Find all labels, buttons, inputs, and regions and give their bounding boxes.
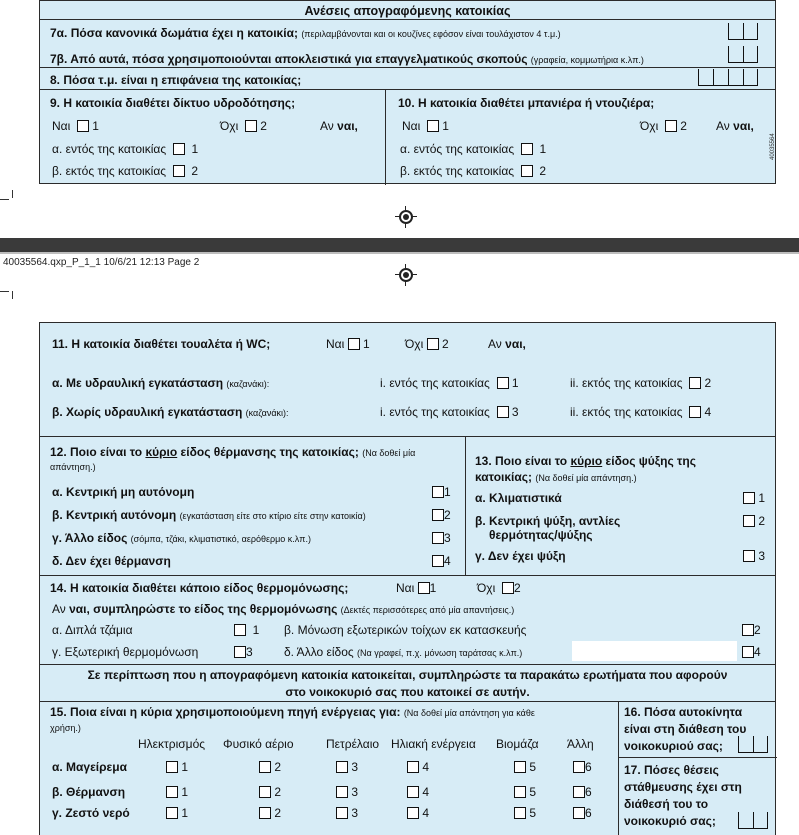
- q13-a-checkbox[interactable]: [743, 492, 755, 504]
- q9-yes: Ναι 1: [52, 119, 99, 133]
- page-separator-shadow: [0, 252, 799, 254]
- q15-row-heating: β. Θέρμανση: [52, 785, 126, 799]
- q11-option-b: β. Χωρίς υδραυλική εγκατάσταση (καζανάκι):: [52, 405, 289, 419]
- q14-b-box: 2: [742, 623, 761, 637]
- q14-option-b: β. Μόνωση εξωτερικών τοίχων εκ κατασκευής: [284, 623, 527, 637]
- q9-option-b: β. εκτός της κατοικίας 2: [52, 164, 199, 178]
- q9-b-checkbox[interactable]: [173, 165, 185, 177]
- q15-heating-checkbox[interactable]: [514, 786, 526, 798]
- q15-hot-water-checkbox[interactable]: [166, 807, 178, 819]
- q11-a-inside: i. εντός της κατοικίας 1: [380, 376, 519, 390]
- registration-mark-icon: [395, 264, 417, 286]
- q15-cell: 2: [259, 785, 281, 799]
- q15-cooking-checkbox[interactable]: [514, 761, 526, 773]
- column-divider: [465, 436, 466, 575]
- q14-c-checkbox[interactable]: [234, 646, 246, 658]
- q7a-question: 7α. Πόσα κανονικά δωμάτια έχει η κατοικία; (περιλαμβάνονται και οι κουζίνες εφόσον είναι τουλάχιστον 4 τ.μ.): [50, 26, 561, 40]
- q15-heating-checkbox[interactable]: [259, 786, 271, 798]
- q15-cell: 4: [407, 806, 429, 820]
- q14-other-input[interactable]: [572, 641, 737, 661]
- q15-cell: 6: [573, 760, 592, 774]
- q15-cell: 2: [259, 806, 281, 820]
- q15-col-biomass: Βιομάζα: [496, 737, 539, 751]
- q15-cell: 5: [514, 806, 536, 820]
- q12-question: 12. Ποιο είναι το κύριο είδος θέρμανσης της κατοικίας; (Να δοθεί μία απάντηση.): [50, 445, 416, 472]
- q13-c-box: 3: [743, 549, 765, 563]
- q11-b-inside-checkbox[interactable]: [497, 406, 509, 418]
- q12-a-box: 1: [432, 485, 451, 499]
- registration-mark-icon: [395, 206, 417, 228]
- q9-a-checkbox[interactable]: [173, 143, 185, 155]
- q15-cooking-checkbox[interactable]: [259, 761, 271, 773]
- q13-c-checkbox[interactable]: [743, 550, 755, 562]
- q12-option-d: δ. Δεν έχει θέρμανση: [52, 554, 171, 568]
- q15-heating-checkbox[interactable]: [407, 786, 419, 798]
- q13-question: 13. Ποιο είναι το κύριο είδος ψύξης της κατοικίας; (Να δοθεί μία απάντηση.): [475, 454, 696, 484]
- crop-mark: [12, 190, 13, 198]
- q14-c-box: 3: [234, 645, 253, 659]
- q10-if-yes: Αν ναι,: [716, 119, 754, 133]
- q9-no-checkbox[interactable]: [245, 120, 257, 132]
- q9-if-yes: Αν ναι,: [320, 119, 358, 133]
- q13-b-box: 2: [743, 514, 765, 528]
- q12-option-b: β. Κεντρική αυτόνομη (εγκατάσταση είτε στο κτίριο είτε στην κατοικία): [52, 508, 366, 522]
- q14-b-checkbox[interactable]: [742, 624, 754, 636]
- q12-d-checkbox[interactable]: [432, 555, 444, 567]
- q14-yes-checkbox[interactable]: [418, 582, 430, 594]
- q16-question: 16. Πόσα αυτοκίνητα είναι στη διάθεση του νοικοκυριού σας;: [624, 705, 747, 753]
- q15-cell: 4: [407, 785, 429, 799]
- q15-heating-checkbox[interactable]: [336, 786, 348, 798]
- q9-no: Όχι 2: [220, 119, 267, 133]
- q7b-answer-boxes[interactable]: [728, 46, 758, 63]
- crop-mark: [0, 199, 9, 200]
- q10-a-checkbox[interactable]: [521, 143, 533, 155]
- q14-if-yes: Αν ναι, συμπληρώστε το είδος της θερμομόνωσης (Δεκτές περισσότερες από μία απαντήσεις.): [52, 602, 515, 616]
- q11-b-inside: i. εντός της κατοικίας 3: [380, 405, 519, 419]
- q15-cell: 3: [336, 806, 358, 820]
- q12-a-checkbox[interactable]: [432, 486, 444, 498]
- q9-question: 9. Η κατοικία διαθέτει δίκτυο υδροδότησης;: [50, 96, 296, 110]
- q15-col-natural-gas: Φυσικό αέριο: [223, 737, 294, 751]
- q15-cell: 1: [166, 760, 188, 774]
- q15-cell: 5: [514, 760, 536, 774]
- q15-cell: 5: [514, 785, 536, 799]
- section-header: Ανέσεις απογραφόμενης κατοικίας: [304, 4, 511, 18]
- q15-cell: 3: [336, 785, 358, 799]
- q14-option-a: α. Διπλά τζάμια: [52, 623, 133, 637]
- q11-no-checkbox[interactable]: [427, 338, 439, 350]
- q14-d-checkbox[interactable]: [742, 646, 754, 658]
- divider: [40, 19, 775, 20]
- crop-mark: [12, 291, 13, 299]
- q15-hot-water-checkbox[interactable]: [407, 807, 419, 819]
- q10-option-b: β. εκτός της κατοικίας 2: [400, 164, 547, 178]
- q15-cooking-checkbox[interactable]: [573, 761, 585, 773]
- q11-option-a: α. Με υδραυλική εγκατάσταση (καζανάκι):: [52, 376, 270, 390]
- side-print-code: 40035564: [770, 133, 776, 160]
- q9-option-a: α. εντός της κατοικίας 1: [52, 142, 199, 156]
- q14-option-c: γ. Εξωτερική θερμομόνωση: [52, 645, 199, 659]
- column-divider: [618, 701, 619, 835]
- q12-c-box: 3: [432, 531, 451, 545]
- q15-question: 15. Ποια είναι η κύρια χρησιμοποιούμενη πηγή ενέργειας για: (Να δοθεί μία απάντηση για κάθε χρήση.): [50, 705, 535, 733]
- amenities-panel-bottom: [39, 322, 776, 835]
- divider: [618, 757, 777, 758]
- q14-no-checkbox[interactable]: [502, 582, 514, 594]
- divider: [40, 67, 775, 68]
- q15-cooking-checkbox[interactable]: [407, 761, 419, 773]
- q8-answer-boxes[interactable]: [698, 69, 758, 86]
- q11-a-inside-checkbox[interactable]: [497, 377, 509, 389]
- q15-cell: 4: [407, 760, 429, 774]
- q13-option-b: β. Κεντρική ψύξη, αντλίες θερμότητας/ψύξης: [475, 514, 621, 542]
- q15-heating-checkbox[interactable]: [573, 786, 585, 798]
- q16-answer-boxes[interactable]: [738, 736, 768, 753]
- q11-no: Όχι 2: [405, 337, 449, 351]
- q13-a-box: 1: [743, 491, 765, 505]
- crop-mark: [0, 291, 9, 292]
- q11-yes-checkbox[interactable]: [348, 338, 360, 350]
- divider: [40, 89, 775, 90]
- q14-option-d: δ. Άλλο είδος (Να γραφεί, π.χ. μόνωση ταράτσας κ.λπ.): [284, 645, 523, 659]
- q14-no: Όχι 2: [477, 581, 521, 595]
- amenities-panel-top: [39, 0, 776, 184]
- household-note-line2: στο νοικοκυριό σας που κατοικεί σε αυτήν.: [285, 685, 530, 699]
- q15-hot-water-checkbox[interactable]: [259, 807, 271, 819]
- q10-question: 10. Η κατοικία διαθέτει μπανιέρα ή ντουζιέρα;: [398, 96, 655, 110]
- divider: [40, 575, 775, 576]
- print-header: 40035564.qxp_P_1_1 10/6/21 12:13 Page 2: [3, 257, 200, 268]
- divider: [40, 701, 775, 702]
- q11-yes: Ναι 1: [326, 337, 370, 351]
- q12-option-c: γ. Άλλο είδος (σόμπα, τζάκι, κλιματιστικό, αερόθερμο κ.λπ.): [52, 531, 312, 545]
- q13-option-c: γ. Δεν έχει ψύξη: [475, 549, 566, 563]
- q15-cell: 3: [336, 760, 358, 774]
- q15-cell: 6: [573, 806, 592, 820]
- q15-cell: 1: [166, 806, 188, 820]
- q12-c-checkbox[interactable]: [432, 532, 444, 544]
- q10-no-checkbox[interactable]: [665, 120, 677, 132]
- q15-cooking-checkbox[interactable]: [336, 761, 348, 773]
- q11-a-outside: ii. εκτός της κατοικίας 2: [570, 376, 712, 390]
- q15-hot-water-checkbox[interactable]: [336, 807, 348, 819]
- q12-b-checkbox[interactable]: [432, 509, 444, 521]
- q15-row-cooking: α. Μαγείρεμα: [52, 760, 127, 774]
- q14-a-box: 1: [234, 623, 259, 637]
- q11-b-outside-checkbox[interactable]: [689, 406, 701, 418]
- q9-yes-checkbox[interactable]: [77, 120, 89, 132]
- q15-cell: 2: [259, 760, 281, 774]
- divider: [40, 436, 775, 437]
- q12-d-box: 4: [432, 554, 451, 568]
- q14-d-box: 4: [742, 645, 761, 659]
- q12-b-box: 2: [432, 508, 451, 522]
- q15-col-oil: Πετρέλαιο: [326, 737, 380, 751]
- q7a-answer-boxes[interactable]: [728, 23, 758, 40]
- q13-option-a: α. Κλιματιστικά: [475, 491, 562, 505]
- q11-b-outside: ii. εκτός της κατοικίας 4: [570, 405, 712, 419]
- q14-question: 14. Η κατοικία διαθέτει κάποιο είδος θερμομόνωσης;: [50, 581, 349, 595]
- household-note-line1: Σε περίπτωση που η απογραφόμενη κατοικία κατοικείται, συμπληρώστε τα παρακάτω ερωτήματα που αφορούν: [87, 668, 728, 682]
- q13-b-checkbox[interactable]: [743, 515, 755, 527]
- q11-if-yes: Αν ναι,: [488, 337, 526, 351]
- q15-cell: 1: [166, 785, 188, 799]
- q15-col-other: Άλλη: [567, 737, 594, 751]
- q10-yes: Ναι 1: [402, 119, 449, 133]
- q12-option-a: α. Κεντρική μη αυτόνομη: [52, 485, 195, 499]
- page-separator: [0, 238, 799, 252]
- q14-yes: Ναι 1: [396, 581, 437, 595]
- q15-row-hot-water: γ. Ζεστό νερό: [52, 806, 130, 820]
- q14-a-checkbox[interactable]: [234, 624, 246, 636]
- divider: [40, 664, 775, 665]
- q10-yes-checkbox[interactable]: [427, 120, 439, 132]
- q10-b-checkbox[interactable]: [521, 165, 533, 177]
- q15-hot-water-checkbox[interactable]: [573, 807, 585, 819]
- q15-col-solar: Ηλιακή ενέργεια: [391, 737, 476, 751]
- q15-cooking-checkbox[interactable]: [166, 761, 178, 773]
- q11-a-outside-checkbox[interactable]: [689, 377, 701, 389]
- column-divider: [385, 89, 386, 185]
- q10-option-a: α. εντός της κατοικίας 1: [400, 142, 547, 156]
- q17-answer-boxes[interactable]: [738, 812, 768, 829]
- q15-heating-checkbox[interactable]: [166, 786, 178, 798]
- q8-question: 8. Πόσα τ.μ. είναι η επιφάνεια της κατοικίας;: [50, 73, 302, 87]
- q7b-question: 7β. Από αυτά, πόσα χρησιμοποιούνται αποκλειστικά για επαγγελματικούς σκοπούς (γραφεία, κομμωτήρια κ.λπ.): [50, 52, 644, 66]
- q15-col-electricity: Ηλεκτρισμός: [138, 737, 206, 751]
- q15-cell: 6: [573, 785, 592, 799]
- q11-question: 11. Η κατοικία διαθέτει τουαλέτα ή WC;: [52, 337, 271, 351]
- q15-hot-water-checkbox[interactable]: [514, 807, 526, 819]
- q17-question: 17. Πόσες θέσεις στάθμευσης έχει στη διάθεσή του το νοικοκυριό σας;: [624, 763, 742, 828]
- q10-no: Όχι 2: [640, 119, 687, 133]
